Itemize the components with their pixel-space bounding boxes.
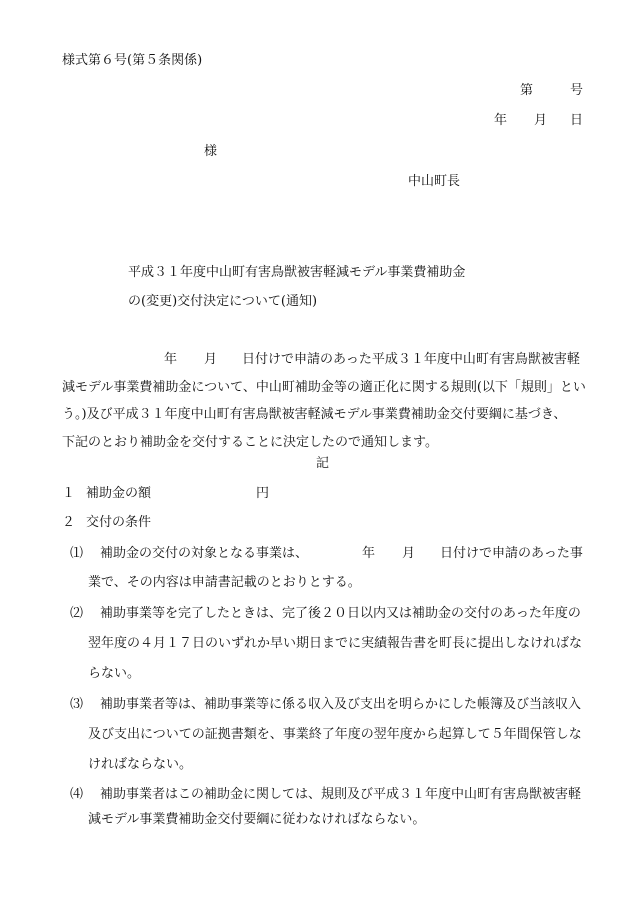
form-label: 様式第６号(第５条関係) bbox=[62, 53, 203, 68]
item-1-month: 月 bbox=[402, 546, 416, 561]
date-year: 年 bbox=[494, 113, 508, 128]
item-1-post: 日付けで申請のあった事 bbox=[440, 546, 583, 561]
body-year: 年 bbox=[164, 352, 178, 367]
item-4-line-1: 補助事業者はこの補助金に関しては、規則及び平成３１年度中山町有害鳥獣被害軽 bbox=[100, 787, 582, 802]
body-line-4: 下記のとおり補助金を交付することに決定したので通知します。 bbox=[62, 435, 438, 450]
item-1-pre: 補助金の交付の対象となる事業は、 bbox=[100, 546, 309, 561]
item-2-line-1: 補助事業等を完了したときは、完了後２０日以内又は補助金の交付のあった年度の bbox=[100, 606, 581, 621]
item-1-year: 年 bbox=[362, 546, 376, 561]
section-1-number: １ bbox=[62, 486, 76, 501]
title-line-2: の(変更)交付決定について(通知) bbox=[128, 294, 318, 309]
section-2-number: ２ bbox=[62, 515, 76, 530]
document-number-prefix: 第 bbox=[520, 83, 534, 98]
body-line-1: 日付けで申請のあった平成３１年度中山町有害鳥獣被害軽 bbox=[242, 352, 580, 367]
section-1-unit: 円 bbox=[256, 486, 270, 501]
title-line-1: 平成３１年度中山町有害鳥獣被害軽減モデル事業費補助金 bbox=[128, 265, 466, 280]
item-1-line-2: 業で、その内容は申請書記載のとおりとする。 bbox=[88, 575, 361, 590]
body-month: 月 bbox=[204, 352, 218, 367]
body-line-3: う。)及び平成３１年度中山町有害鳥獣被害軽減モデル事業費補助金交付要綱に基づき、 bbox=[62, 407, 567, 422]
item-3-line-1: 補助事業者等は、補助事業等に係る収入及び支出を明らかにした帳簿及び当該収入 bbox=[100, 697, 582, 712]
addressee-suffix: 様 bbox=[204, 144, 218, 159]
document-number-suffix: 号 bbox=[570, 83, 584, 98]
item-3-number: ⑶ bbox=[70, 697, 84, 712]
item-3-line-2: 及び支出についての証拠書類を、事業終了年度の翌年度から起算して５年間保管しな bbox=[88, 727, 582, 742]
item-2-line-2: 翌年度の４月１７日のいずれか早い期日までに実績報告書を町長に提出しなければな bbox=[88, 636, 583, 651]
item-2-line-3: らない。 bbox=[88, 666, 141, 681]
ki-heading: 記 bbox=[316, 456, 330, 471]
item-3-line-3: ければならない。 bbox=[88, 757, 193, 772]
body-line-2: 減モデル事業費補助金について、中山町補助金等の適正化に関する規則(以下「規則」とい bbox=[62, 380, 586, 395]
date-day: 日 bbox=[570, 113, 584, 128]
date-month: 月 bbox=[534, 113, 548, 128]
item-2-number: ⑵ bbox=[70, 606, 84, 621]
sender: 中山町長 bbox=[408, 174, 461, 189]
item-1-number: ⑴ bbox=[70, 546, 84, 561]
item-4-line-2: 減モデル事業費補助金交付要綱に従わなければならない。 bbox=[88, 812, 426, 827]
section-1-label: 補助金の額 bbox=[86, 486, 152, 501]
section-2-label: 交付の条件 bbox=[86, 515, 152, 530]
item-4-number: ⑷ bbox=[70, 787, 84, 802]
